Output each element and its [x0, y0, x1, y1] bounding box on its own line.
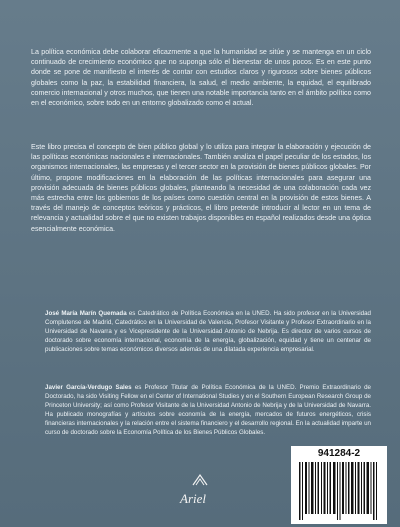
- author-1-bio-text: es Catedrático de Política Económica en la UNED. Ha sido profesor en la Universidad Complutense de Madrid, Catedrático en la Universidad de Valencia, Profesor Visitante y Profesor Extraordinario en la Universidad de Navarra y es Vicepresidente de la Universidad Antonio de Nebrija. Es director de varios cursos de doctorado sobre economía internacional, economía de la energía, globalización, equidad y tiene un centenar de publicaciones sobre temas económicos diversos además de una dilatada experiencia empresarial.: [45, 310, 371, 353]
- barcode-number: 941284-2: [317, 448, 361, 459]
- author-2-bio: [45, 384, 371, 437]
- blurb-paragraph-1: La política económica debe colaborar eficazmente a que la humanidad se sitúe y se mantenga en un ciclo continuado de crecimiento económico que no suponga sólo el bienestar de unos pocos. Es en este punto donde se pone de manifiesto el interés de contar con estudios claros y rigurosos sobre bienes públicos globales como la paz, la estabilidad financiera, la salud, el medio ambiente, la equidad, el equilibrado comercio internacional y otros muchos, que tienen una notable importancia tanto en el ámbito político como en el económico, sobre todo en un entorno globalizado como el actual.: [31, 48, 371, 108]
- barcode-label: [291, 446, 387, 524]
- ariel-logo-mark-icon: [191, 473, 209, 487]
- publisher-logo: Ariel: [180, 491, 206, 506]
- barcode-icon: [299, 462, 379, 520]
- blurb-paragraph-2: Este libro precisa el concepto de bien público global y lo utiliza para integrar la elaboración y ejecución de las políticas económicas nacionales e internacionales. También analiza el papel peculiar de los estados, los organismos internacionales, las empresas y el tercer sector en la provisión de bienes públicos globales. Por último, propone modificaciones en la elaboración de las políticas internacionales para asegurar una provisión adecuada de bienes públicos globales, planteando la necesidad de una colaboración cada vez más estrecha entre los gobiernos de los países como cuestión central en la provisión de estos bienes. A través del manejo de conceptos teóricos y prácticos, el libro pretende introducir al lector en un tema de relevancia y actualidad sobre el que no existen trabajos disponibles en español realizados desde una óptica esencialmente económica.: [31, 143, 371, 233]
- author-1-bio: [45, 310, 371, 355]
- author-1-name: José María Marín Quemada: [45, 310, 127, 317]
- author-2-name: Javier García-Verdugo Sales: [45, 384, 132, 391]
- author-2-bio-text: es Profesor Titular de Política Económica de la UNED. Premio Extraordinario de Doctorado, ha sido Visiting Fellow en el Center of International Studies y en el Southern European Research Group de Princeton University; así como Profesor Visitante de la Universidad Antonio de Nebrija y de la Universidad de Navarra. Ha publicado monografías y artículos sobre economía de la energía, mercados de futuros energéticos, crisis financieras internacionales y la relación entre el sistema financiero y el desarrollo regional. En la actualidad imparte un curso de doctorado sobre la Economía Política de los Bienes Públicos Globales.: [45, 384, 371, 436]
